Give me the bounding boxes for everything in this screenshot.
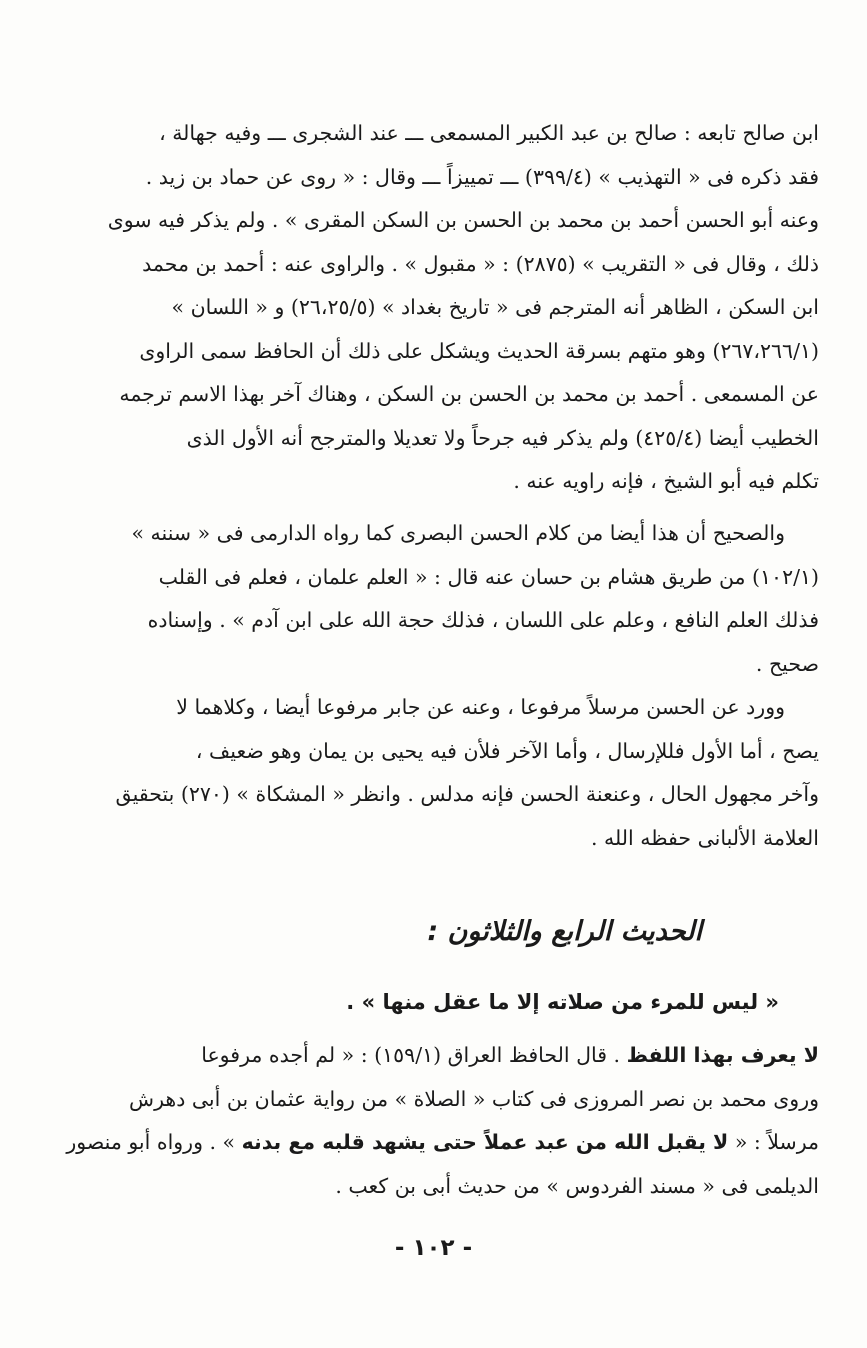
text-line: (٢٦٧،٢٦٦/١) وهو متهم بسرقة الحديث ويشكل على ذلك أن الحافظ سمى الراوى	[139, 338, 819, 363]
text-line: (١٠٢/١) من طريق هشام بن حسان عنه قال : « العلم علمان ، فعلم فى القلب	[158, 564, 819, 589]
bold-phrase: لا يقبل الله من عبد عملاً حتى يشهد قلبه مع بدنه	[241, 1130, 729, 1154]
text-line: ابن السكن ، الظاهر أنه المترجم فى « تاريخ بغداد » (٢٦،٢٥/٥) و « اللسان »	[171, 295, 819, 319]
text-line: ذلك ، وقال فى « التقريب » (٢٨٧٥) : « مقبول » . والراوى عنه : أحمد بن محمد	[142, 251, 819, 276]
text-span: » . ورواه أبو منصور	[66, 1130, 242, 1154]
text-line: يصح ، أما الأول فللإرسال ، وأما الآخر فلأن فيه يحيى بن يمان وهو ضعيف ،	[195, 738, 819, 763]
text-line	[48, 1034, 819, 1078]
text-line: الديلمى فى « مسند الفردوس » من حديث أبى بن كعب .	[335, 1173, 819, 1198]
text-line: والصحيح أن هذا أيضا من كلام الحسن البصرى كما رواه الدارمى فى « سننه »	[131, 521, 785, 545]
text-line: العلامة الألبانى حفظه الله .	[590, 825, 819, 850]
text-span: . قال الحافظ العراق (١٥٩/١) : « لم أجده مرفوعا	[201, 1043, 627, 1067]
text-line: وآخر مجهول الحال ، وعنعنة الحسن فإنه مدلس . وانظر « المشكاة » (٢٧٠) بتحقيق	[115, 782, 819, 806]
bold-phrase: لا يعرف بهذا اللفظ	[626, 1043, 819, 1067]
text-line: وعنه أبو الحسن أحمد بن محمد بن الحسن بن السكن المقرى » . ولم يذكر فيه سوى	[107, 208, 819, 232]
text-line	[48, 1121, 819, 1165]
paragraph-3	[48, 686, 819, 860]
text-line: عن المسمعى . أحمد بن محمد بن الحسن بن السكن ، وهناك آخر بهذا الاسم ترجمه	[119, 382, 819, 406]
text-span: مرسلاً : «	[728, 1130, 819, 1154]
text-line: تكلم فيه أبو الشيخ ، فإنه راويه عنه .	[513, 469, 819, 493]
page-number: - ١٠٢ -	[394, 1235, 473, 1261]
text-line: وورد عن الحسن مرسلاً مرفوعا ، وعنه عن جابر مرفوعا أيضا ، وكلاهما لا	[176, 695, 785, 719]
hadith-quote: « ليس للمرء من صلاته إلا ما عقل منها » .	[346, 990, 779, 1014]
text-line: وروى محمد بن نصر المروزى فى كتاب « الصلاة » من رواية عثمان بن أبى دهرش	[129, 1086, 819, 1111]
text-line: فقد ذكره فى « التهذيب » (٣٩٩/٤) ـــ تمييزاً ـــ وقال : « روى عن حماد بن زيد .	[145, 164, 819, 189]
text-line: صحيح .	[755, 651, 819, 676]
paragraph-4	[48, 1034, 819, 1208]
text-line: ابن صالح تابعه : صالح بن عبد الكبير المسمعى ـــ عند الشجرى ـــ وفيه جهالة ،	[159, 121, 819, 145]
paragraph-2	[48, 512, 819, 686]
paragraph-1	[48, 112, 819, 504]
text-line: فذلك العلم النافع ، وعلم على اللسان ، فذلك حجة الله على ابن آدم » . وإسناده	[147, 608, 819, 632]
hadith-heading: الحديث الرابع والثلاثون :	[427, 916, 702, 947]
text-line: الخطيب أيضا (٤٢٥/٤) ولم يذكر فيه جرحاً ولا تعديلا والمترجح أنه الأول الذى	[186, 425, 819, 450]
